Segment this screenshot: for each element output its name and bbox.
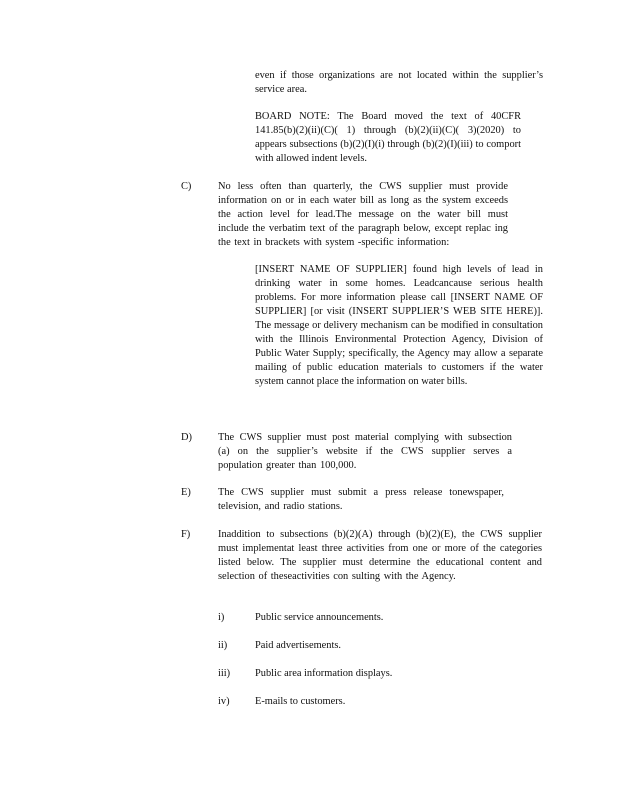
subitem-label-ii: ii) xyxy=(218,640,228,651)
quoted-message: [INSERT NAME OF SUPPLIER] found high levels of lead in drinking water in some homes. Leadcancause serious health problems. For more information please call [INSERT NAME OF SUPPLIER] [or visit (INSERT SUPPLIER’S WEB SITE HERE)]. The message or delivery mechanism can be modified in consultation with the Illinois Environmental Protection Agency, Division of Public Water Supply; specifically, the Agency may allow a separate mailing of public education materials to customers if the water system cannot place the information on water bills. xyxy=(255,264,543,387)
subitem-label-iii: iii) xyxy=(218,668,231,679)
subitem-text-iii: Public area information displays. xyxy=(255,668,393,679)
subitem-text-ii: Paid advertisements. xyxy=(255,640,341,651)
subitem-text-i: Public service announcements. xyxy=(255,612,384,623)
subitem-text-iv: E-mails to customers. xyxy=(255,696,346,707)
item-text-f: Inaddition to subsections (b)(2)(A) through (b)(2)(E), the CWS supplier must implementat least three activities from one or more of the categories listed below. The supplier must determine the educational content and selection of theseactivities con sulting with the Agency. xyxy=(218,529,542,582)
subitem-label-iv: iv) xyxy=(218,696,230,707)
item-text-d: The CWS supplier must post material complying with subsection (a) on the supplier’s website if the CWS supplier serves a population greater than 100,000. xyxy=(218,432,512,471)
item-text-c: No less often than quarterly, the CWS supplier must provide information on or in each water bill as long as the system exceeds the action level for lead.The message on the water bill must include the verbatim text of the paragraph below, except replac ing the text in brackets with system -specific information: xyxy=(218,181,508,248)
item-label-c: C) xyxy=(181,181,192,192)
item-label-d: D) xyxy=(181,432,192,443)
item-label-e: E) xyxy=(181,487,191,498)
item-text-e: The CWS supplier must submit a press release tonewspaper, television, and radio stations. xyxy=(218,487,504,512)
subitem-label-i: i) xyxy=(218,612,225,623)
board-note: BOARD NOTE: The Board moved the text of 40CFR 141.85(b)(2)(ii)(C)( 1) through (b)(2)(ii)(C)( 3)(2020) to appears subsections (b)(2)(I)(i) through (b)(2)(I)(iii) to comport with allowed indent levels. xyxy=(255,111,521,164)
continuation-paragraph: even if those organizations are not located within the supplier’s service area. xyxy=(255,70,543,95)
item-label-f: F) xyxy=(181,529,191,540)
